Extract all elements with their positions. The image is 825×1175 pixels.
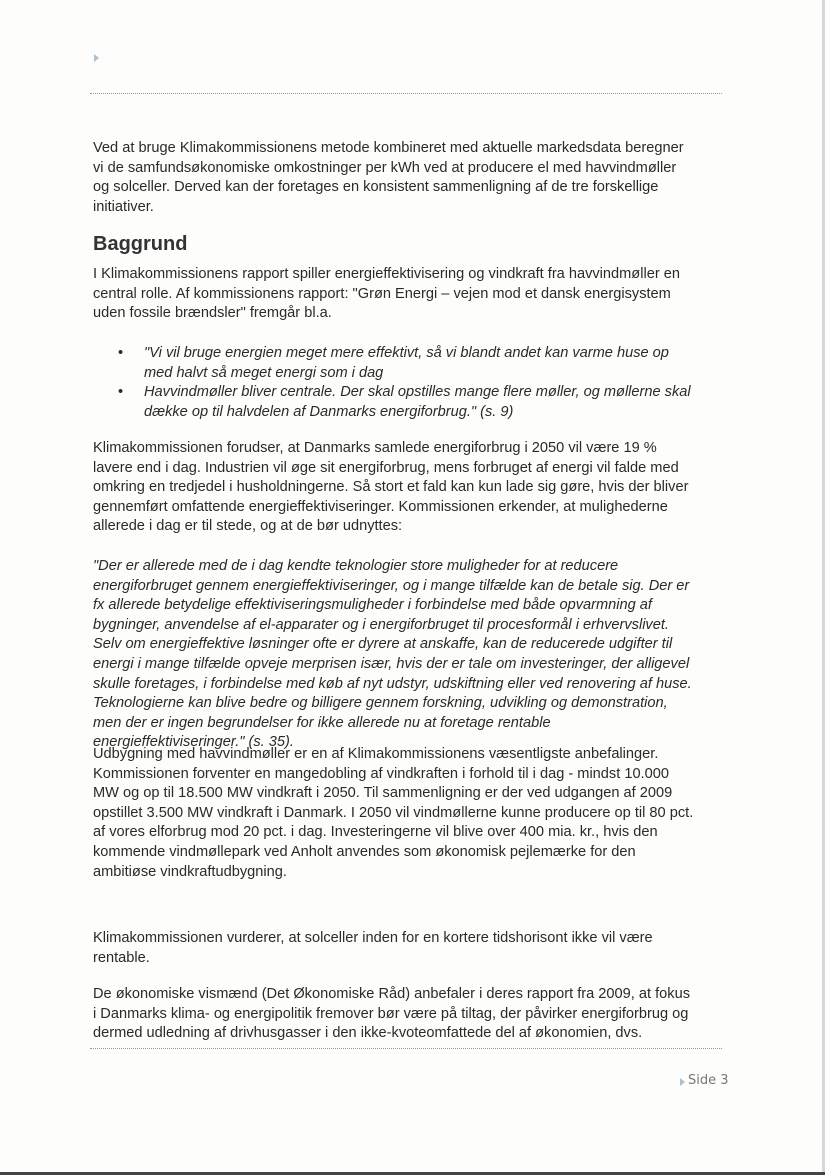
footer-rule xyxy=(90,1048,722,1049)
text-line: af vores elforbrug mod 20 pct. i dag. Investeringerne vil blive over 400 mia. kr., hvis den xyxy=(93,824,658,841)
text-line: fx allerede betydelige effektiviseringsmuligheder i forbindelse med både opvarmning af xyxy=(93,597,652,614)
bullet-text xyxy=(144,383,691,422)
text-line: energiforbruget gennem energieffektiviseringer, og i mange tilfælde kan de betale sig. Der er xyxy=(93,577,690,594)
text-line: Udbygning med havvindmøller er en af Klimakommissionens væsentligste anbefalinger. xyxy=(93,746,659,762)
header-rule xyxy=(90,93,722,94)
text-line: lavere end i dag. Industrien vil øge sit energiforbrug, mens forbruget af energi vil falde med xyxy=(93,459,679,476)
text-line: skulle foretages, i forbindelse med køb af nyt udstyr, udskiftning eller ved renovering af huse. xyxy=(93,675,692,692)
text-line: energieffektiviseringer." (s. 35). xyxy=(93,734,294,751)
text-line: initiativer. xyxy=(93,198,154,215)
triangle-right-icon xyxy=(94,54,99,62)
report-paragraph xyxy=(93,265,733,324)
quote-bullet-list xyxy=(118,344,691,422)
text-line: dermed udledning af drivhusgasser i den ikke-kvoteomfattede del af økonomien, dvs. xyxy=(93,1025,643,1042)
text-line: men der er ingen begrundelser for ikke allerede nu at foretage rentable xyxy=(93,714,551,731)
block-quote xyxy=(93,557,733,753)
text-line: allerede i dag er til stede, og at de bør udnyttes: xyxy=(93,518,403,535)
text-line: Klimakommissionen vurderer, at solceller inden for en kortere tidshorisont ikke vil være xyxy=(93,930,653,946)
text-line: De økonomiske vismænd (Det Økonomiske Råd) anbefaler i deres rapport fra 2009, at fokus xyxy=(93,986,690,1002)
vismaend-paragraph xyxy=(93,985,733,1044)
triangle-right-icon xyxy=(680,1078,685,1086)
wind-paragraph xyxy=(93,745,733,882)
page-number: Side 3 xyxy=(688,1073,729,1088)
text-line: opstillet 3.500 MW vindkraft i Danmark. I 2050 vil vindmøllerne kunne producere op til 80 pct. xyxy=(93,804,694,821)
text-line: rentable. xyxy=(93,949,150,966)
forecast-paragraph xyxy=(93,439,733,537)
text-line: Selv om energieffektive løsninger ofte er dyrere at anskaffe, kan de reducerede udgifter til xyxy=(93,636,673,653)
intro-paragraph xyxy=(93,139,733,217)
text-line: Ved at bruge Klimakommissionens metode kombineret med aktuelle markedsdata beregner xyxy=(93,140,684,156)
text-line: i Danmarks klima- og energipolitik fremover bør være på tiltag, der påvirker energiforbrug og xyxy=(93,1005,689,1022)
text-line: ambitiøse vindkraftudbygning. xyxy=(93,863,287,880)
solar-paragraph xyxy=(93,929,733,968)
bullet-item xyxy=(118,383,691,422)
text-line: uden fossile brændsler" fremgår bl.a. xyxy=(93,305,332,322)
text-line: "Der er allerede med de i dag kendte teknologier store muligheder for at reducere xyxy=(93,558,619,574)
text-line: I Klimakommissionens rapport spiller energieffektivisering og vindkraft fra havvindmøller en xyxy=(93,266,680,282)
bullet-symbol: • xyxy=(118,384,124,401)
text-line: omkring en tredjedel i husholdningerne. Så stort et fald kan kun lade sig gøre, hvis der bliver xyxy=(93,479,689,496)
bullet-symbol: • xyxy=(118,345,124,361)
text-line: MW og op til 18.500 MW vindkraft i 2050. Til sammenligning er der ved udgangen af 2009 xyxy=(93,785,673,802)
text-line: Klimakommissionen forudser, at Danmarks samlede energiforbrug i 2050 vil være 19 % xyxy=(93,440,657,456)
text-line: kommende vindmøllepark ved Anholt anvendes som økonomisk pejlemærke for den xyxy=(93,843,636,860)
text-line: dække op til halvdelen af Danmarks energiforbrug." (s. 9) xyxy=(144,403,514,420)
text-line: og solceller. Derved kan der foretages en konsistent sammenligning af de tre forskellige xyxy=(93,179,659,196)
text-line: vi de samfundsøkonomiske omkostninger per kWh ved at producere el med havvindmøller xyxy=(93,159,677,176)
text-line: Kommissionen forventer en mangedobling af vindkraften i forhold til i dag - mindst 10.000 xyxy=(93,765,669,782)
text-line: gennemført omfattende energieffektiviseringer. Kommissionen erkender, at mulighederne xyxy=(93,498,668,515)
section-heading: Baggrund xyxy=(93,233,188,255)
bullet-item xyxy=(118,344,691,383)
text-line: med halvt så meget energi som i dag xyxy=(144,364,384,381)
text-line: Havvindmøller bliver centrale. Der skal opstilles mange flere møller, og møllerne skal xyxy=(144,384,691,401)
text-line: central rolle. Af kommissionens rapport: "Grøn Energi – vejen mod et dansk energisystem xyxy=(93,285,671,302)
bullet-text xyxy=(144,344,691,383)
text-line: Teknologierne kan blive bedre og billigere gennem forskning, udvikling og demonstration, xyxy=(93,695,668,712)
text-line: "Vi vil bruge energien meget mere effektivt, så vi blandt andet kan varme huse op xyxy=(144,345,669,361)
text-line: bygninger, anvendelse af el-apparater og i energiforbruget til procesformål i erhvervslivet. xyxy=(93,616,669,633)
text-line: energi i mange tilfælde opveje merprisen især, hvis der er tale om investeringer, der alligevel xyxy=(93,655,690,672)
